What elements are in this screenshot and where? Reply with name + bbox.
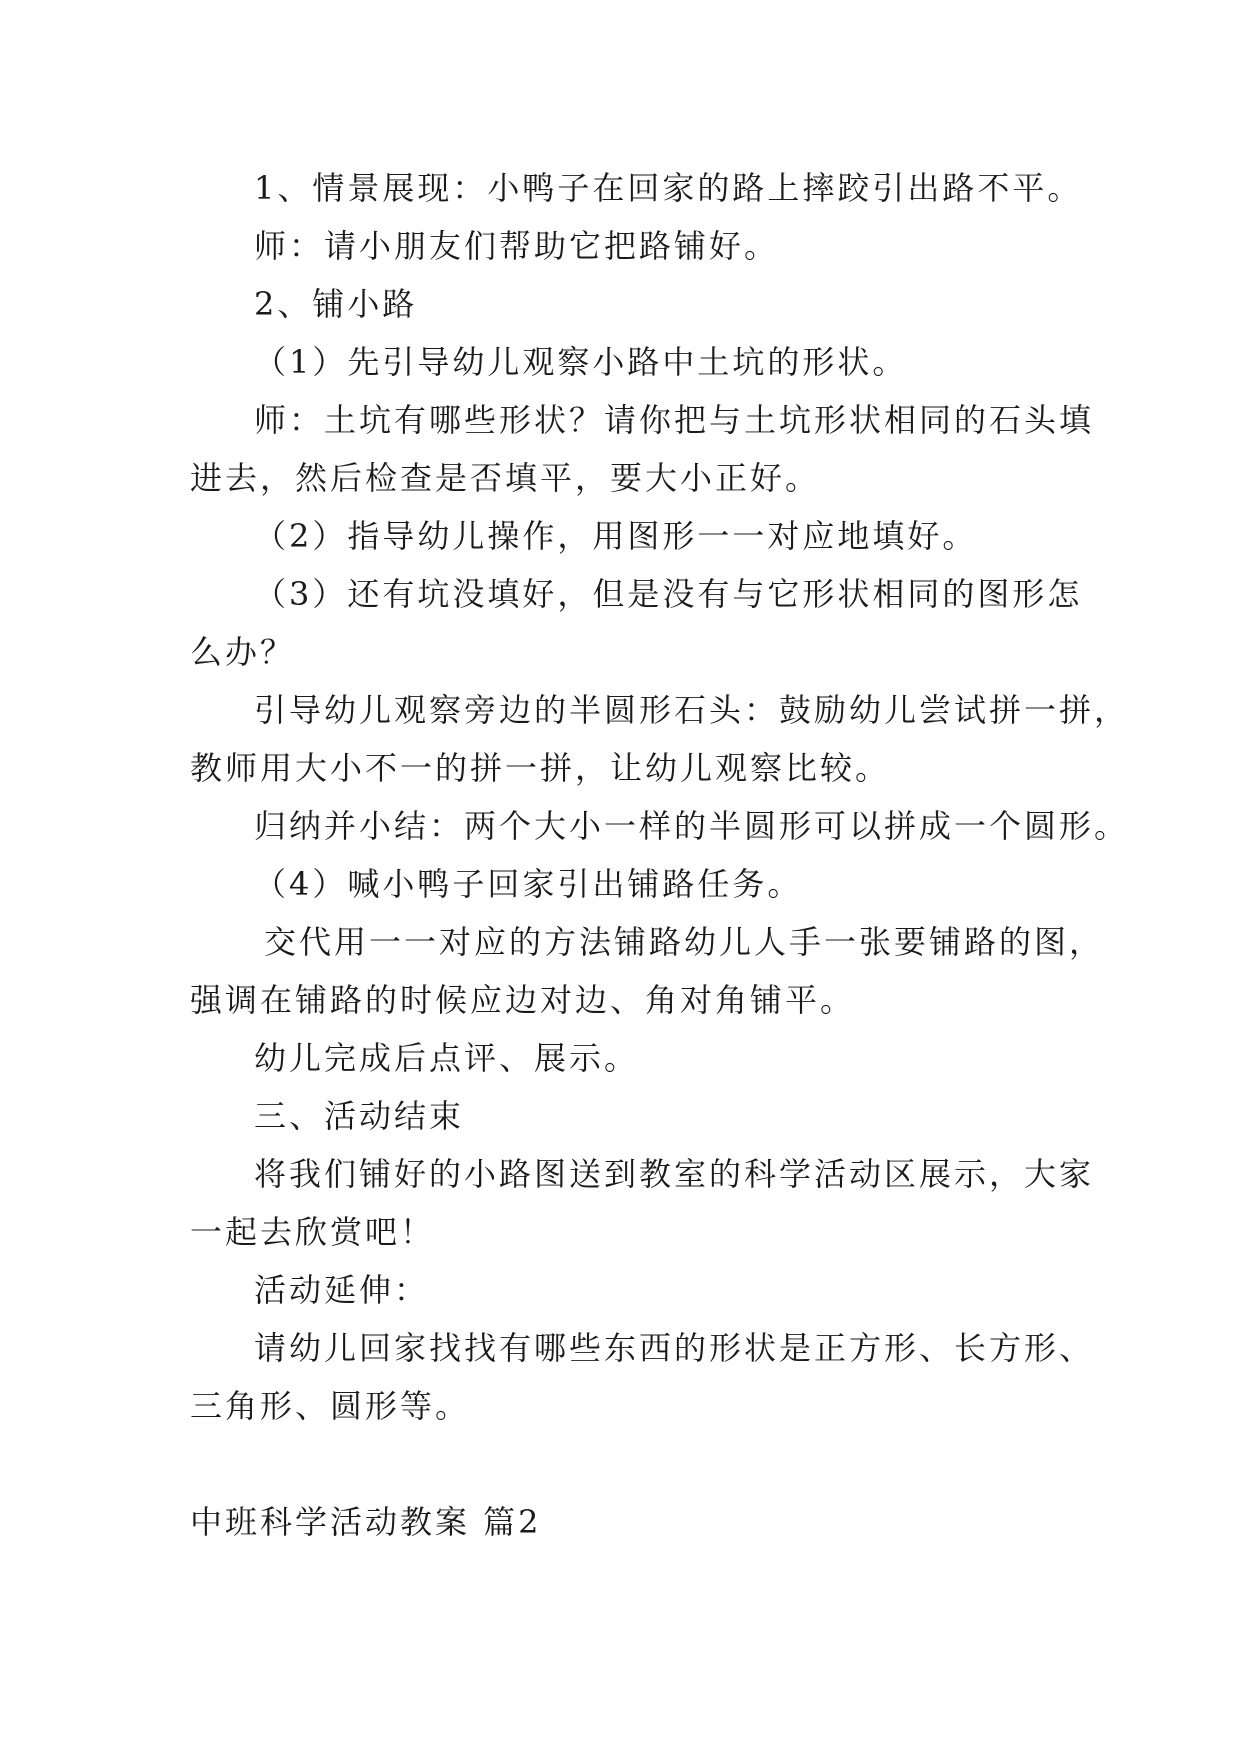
text-line: 将我们铺好的小路图送到教室的科学活动区展示，大家 [254, 1155, 1095, 1193]
text-line: 请幼儿回家找找有哪些东西的形状是正方形、长方形、 [254, 1329, 1095, 1367]
text-line: 强调在铺路的时候应边对边、角对角铺平。 [190, 981, 856, 1019]
text-line: （3）还有坑没填好，但是没有与它形状相同的图形怎 [254, 575, 1083, 613]
text-line: 2、铺小路 [254, 285, 418, 323]
text-line: 三角形、圆形等。 [190, 1387, 471, 1425]
text-line: 教师用大小不一的拼一拼，让幼儿观察比较。 [190, 749, 891, 787]
text-line: （1）先引导幼儿观察小路中土坑的形状。 [254, 343, 908, 381]
text-line: 三、活动结束 [254, 1097, 465, 1135]
text-line: 么办？ [190, 633, 296, 671]
text-line: 归纳并小结：两个大小一样的半圆形可以拼成一个圆形。 [254, 807, 1130, 845]
text-line: 引导幼儿观察旁边的半圆形石头：鼓励幼儿尝试拼一拼， [254, 691, 1130, 729]
text-line: 一起去欣赏吧！ [190, 1213, 436, 1251]
text-line: 交代用一一对应的方法铺路幼儿人手一张要铺路的图， [264, 923, 1105, 961]
text-line: （2）指导幼儿操作，用图形一一对应地填好。 [254, 517, 978, 555]
text-line: 进去，然后检查是否填平，要大小正好。 [190, 459, 821, 497]
section-heading: 中班科学活动教案 篇2 [190, 1503, 542, 1541]
text-line: 1、情景展现：小鸭子在回家的路上摔跤引出路不平。 [254, 169, 1083, 207]
text-line: 师：土坑有哪些形状？请你把与土坑形状相同的石头填 [254, 401, 1095, 439]
text-line: 活动延伸： [254, 1271, 430, 1309]
text-line: （4）喊小鸭子回家引出铺路任务。 [254, 865, 803, 903]
text-line: 幼儿完成后点评、展示。 [254, 1039, 640, 1077]
text-line: 师：请小朋友们帮助它把路铺好。 [254, 227, 780, 265]
